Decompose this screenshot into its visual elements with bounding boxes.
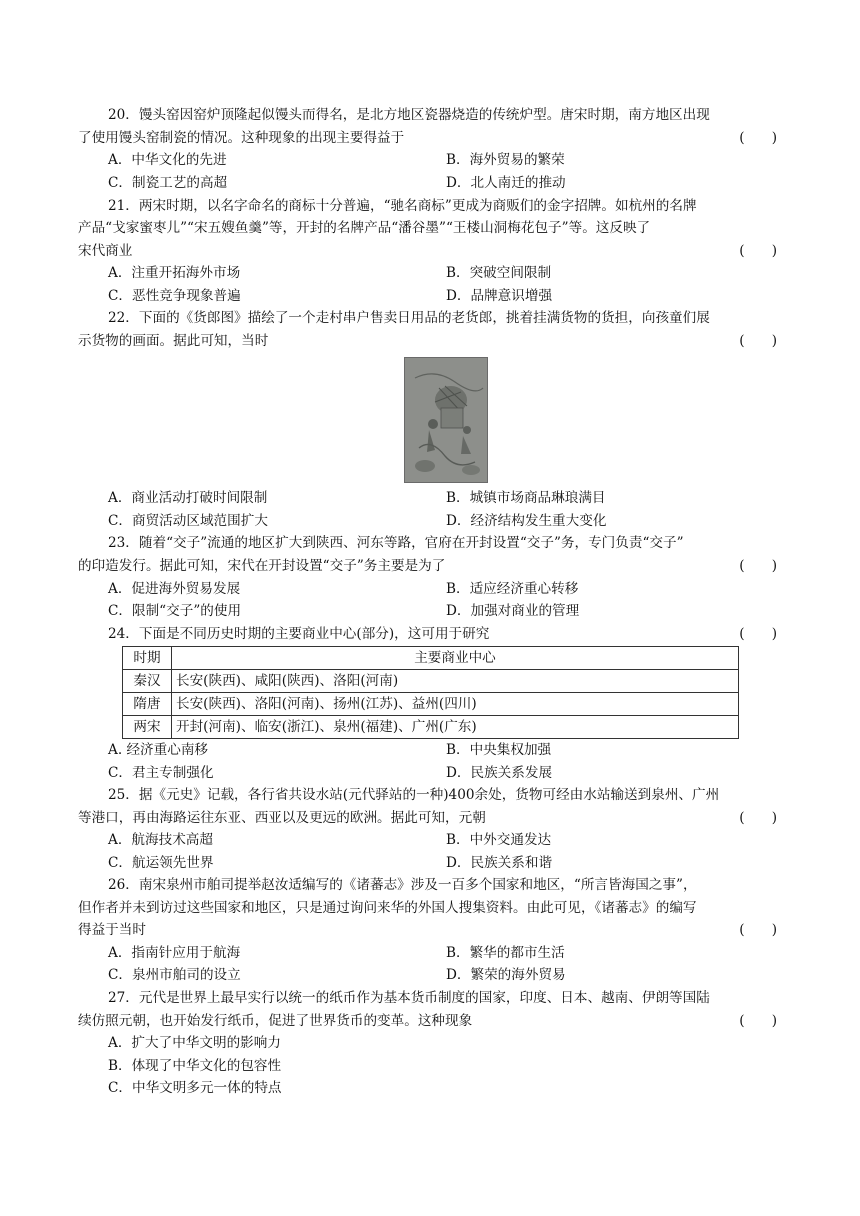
q25-option-d: D．民族关系和谐 — [446, 855, 553, 871]
q20-answer-bracket: ( ) — [739, 130, 777, 146]
q26-stem-line1: 26．南宋泉州市舶司提举赵汝适编写的《诸蕃志》涉及一百多个国家和地区，“所言皆海国之事”， — [108, 877, 697, 893]
peddler-painting-image — [404, 357, 488, 483]
q25-answer-bracket: ( ) — [739, 810, 777, 826]
q27-answer-bracket: ( ) — [739, 1013, 777, 1029]
q26-option-c: C．泉州市舶司的设立 — [108, 967, 241, 983]
q23-option-a: A．促进海外贸易发展 — [108, 581, 241, 597]
q21-stem-line2: 产品“戈家蜜枣儿”“宋五嫂鱼羹”等，开封的名牌产品“潘谷墨”“王楼山洞梅花包子”等。这反映了 — [78, 220, 651, 236]
q26-option-b: B．繁华的都市生活 — [446, 945, 565, 961]
q21-option-a: A．注重开拓海外市场 — [108, 265, 241, 281]
table-cell-centers: 长安(陕西)、洛阳(河南)、扬州(江苏)、益州(四川) — [172, 693, 739, 716]
q22-stem-line1: 22．下面的《货郎图》描绘了一个走村串户售卖日用品的老货郎，挑着挂满货物的货担，向孩童们展 — [108, 310, 710, 326]
q21-stem-line1: 21．两宋时期，以名字命名的商标十分普遍，“驰名商标”更成为商贩们的金字招牌。如杭州的名牌 — [108, 198, 697, 214]
q27-stem-line1: 27．元代是世界上最早实行以统一的纸币作为基本货币制度的国家，印度、日本、越南、伊朗等国陆 — [108, 990, 710, 1006]
q21-answer-bracket: ( ) — [739, 243, 777, 259]
q22-option-d: D．经济结构发生重大变化 — [446, 513, 607, 529]
q21-option-b: B．突破空间限制 — [446, 265, 552, 281]
q26-option-d: D．繁荣的海外贸易 — [446, 967, 566, 983]
table-row — [123, 716, 739, 739]
q21-option-d: D．品牌意识增强 — [446, 288, 553, 304]
q25-option-c: C．航运领先世界 — [108, 855, 214, 871]
q23-stem-line2: 的印造发行。据此可知，宋代在开封设置“交子”务主要是为了 — [78, 558, 446, 574]
q27-option-a: A．扩大了中华文明的影响力 — [108, 1035, 281, 1051]
q25-stem-line2: 等港口，再由海路运往东亚、西亚以及更远的欧洲。据此可知，元朝 — [78, 810, 486, 826]
peddler-painting-illustration — [405, 358, 487, 482]
table-row — [123, 693, 739, 716]
q24-option-a: A. 经济重心南移 — [108, 742, 209, 758]
q20-option-a: A．中华文化的先进 — [108, 152, 227, 168]
table-header-centers: 主要商业中心 — [172, 647, 739, 670]
q23-option-c: C．限制“交子”的使用 — [108, 603, 242, 619]
commercial-centers-table — [122, 646, 739, 739]
q27-option-b: B．体现了中华文化的包容性 — [108, 1058, 282, 1074]
q22-stem-line2: 示货物的画面。据此可知，当时 — [78, 333, 269, 349]
q20-option-d: D．北人南迁的推动 — [446, 175, 566, 191]
q27-option-c: C．中华文明多元一体的特点 — [108, 1080, 282, 1096]
q23-option-d: D．加强对商业的管理 — [446, 603, 580, 619]
q25-option-a: A．航海技术高超 — [108, 832, 213, 848]
q23-stem-line1: 23．随着“交子”流通的地区扩大到陕西、河东等路，官府在开封设置“交子”务，专门负责“交子” — [108, 535, 684, 551]
q20-option-c: C．制瓷工艺的高超 — [108, 175, 228, 191]
table-header-period: 时期 — [123, 647, 172, 670]
table-cell-period: 两宋 — [123, 716, 172, 739]
q22-option-c: C．商贸活动区域范围扩大 — [108, 513, 268, 529]
q26-option-a: A．指南针应用于航海 — [108, 945, 241, 961]
table-cell-period: 秦汉 — [123, 670, 172, 693]
table-header-row — [123, 647, 739, 670]
q21-option-c: C．恶性竞争现象普遍 — [108, 288, 241, 304]
q21-stem-line3: 宋代商业 — [78, 243, 133, 259]
q22-option-a: A．商业活动打破时间限制 — [108, 490, 268, 506]
q23-option-b: B．适应经济重心转移 — [446, 581, 579, 597]
q27-stem-line2: 续仿照元朝，也开始发行纸币，促进了世界货币的变革。这种现象 — [78, 1013, 473, 1029]
q23-answer-bracket: ( ) — [739, 558, 777, 574]
q22-option-b: B．城镇市场商品琳琅满目 — [446, 490, 606, 506]
q26-stem-line2: 但作者并未到访过这些国家和地区，只是通过询问来华的外国人搜集资料。由此可见，《诸蕃志》的编写 — [78, 900, 697, 916]
q20-option-b: B．海外贸易的繁荣 — [446, 152, 565, 168]
table-row — [123, 670, 739, 693]
table-cell-period: 隋唐 — [123, 693, 172, 716]
table-cell-centers: 长安(陕西)、咸阳(陕西)、洛阳(河南) — [172, 670, 739, 693]
q25-option-b: B．中外交通发达 — [446, 832, 552, 848]
q20-stem-line1: 20．馒头窑因窑炉顶隆起似馒头而得名，是北方地区瓷器烧造的传统炉型。唐宋时期，南方地区出现 — [108, 107, 710, 123]
q25-stem-line1: 25．据《元史》记载，各行省共设水站(元代驿站的一种)400余处，货物可经由水站输送到泉州、广州 — [108, 787, 720, 803]
q24-option-b: B．中央集权加强 — [446, 742, 552, 758]
q20-stem-line2: 了使用馒头窑制瓷的情况。这种现象的出现主要得益于 — [78, 130, 405, 146]
q24-answer-bracket: ( ) — [739, 626, 777, 642]
q24-option-c: C．君主专制强化 — [108, 765, 214, 781]
table-cell-centers: 开封(河南)、临安(浙江)、泉州(福建)、广州(广东) — [172, 716, 739, 739]
q24-stem-line1: 24．下面是不同历史时期的主要商业中心(部分)，这可用于研究 — [108, 626, 490, 642]
q24-option-d: D．民族关系发展 — [446, 765, 553, 781]
q26-stem-line3: 得益于当时 — [78, 922, 146, 938]
q26-answer-bracket: ( ) — [739, 922, 777, 938]
q22-answer-bracket: ( ) — [739, 333, 777, 349]
